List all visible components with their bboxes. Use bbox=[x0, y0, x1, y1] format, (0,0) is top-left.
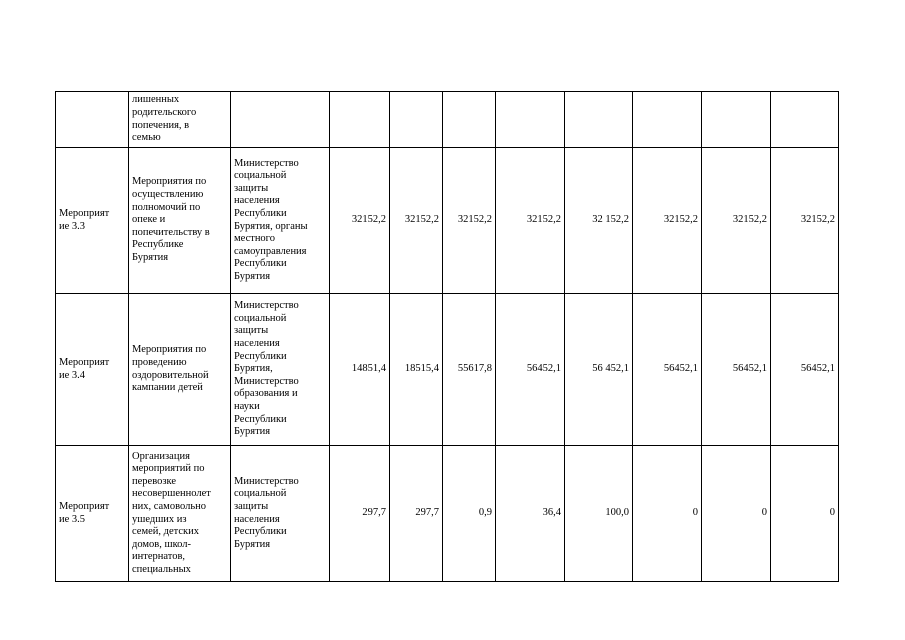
value-cell bbox=[330, 92, 390, 148]
measure-name-cell: Мероприятия по проведению оздоровительной кампании детей bbox=[129, 294, 231, 446]
value-cell bbox=[390, 92, 443, 148]
measure-code-cell bbox=[56, 92, 129, 148]
value-cell: 55617,8 bbox=[443, 294, 496, 446]
value-cell: 0 bbox=[771, 446, 839, 582]
executor-cell: Министерство социальной защиты населения Республики Бурятия, органы местного самоуправления Республики Бурятия bbox=[231, 148, 330, 294]
measure-code-cell: Мероприят ие 3.4 bbox=[56, 294, 129, 446]
value-cell: 100,0 bbox=[565, 446, 633, 582]
value-cell bbox=[771, 92, 839, 148]
value-cell bbox=[443, 92, 496, 148]
value-cell: 297,7 bbox=[390, 446, 443, 582]
value-cell: 56452,1 bbox=[702, 294, 771, 446]
value-cell: 32152,2 bbox=[496, 148, 565, 294]
value-cell: 56452,1 bbox=[496, 294, 565, 446]
value-cell: 297,7 bbox=[330, 446, 390, 582]
value-cell: 0,9 bbox=[443, 446, 496, 582]
executor-cell: Министерство социальной защиты населения Республики Бурятия bbox=[231, 446, 330, 582]
value-cell: 32152,2 bbox=[633, 148, 702, 294]
value-cell: 32152,2 bbox=[443, 148, 496, 294]
value-cell: 32 152,2 bbox=[565, 148, 633, 294]
value-cell: 56452,1 bbox=[633, 294, 702, 446]
value-cell: 56452,1 bbox=[771, 294, 839, 446]
measure-name-cell: Организация мероприятий по перевозке несовершеннолет них, самовольно ушедших из семей, детских домов, школ- интернатов, специальных bbox=[129, 446, 231, 582]
value-cell: 32152,2 bbox=[330, 148, 390, 294]
value-cell: 14851,4 bbox=[330, 294, 390, 446]
value-cell: 0 bbox=[702, 446, 771, 582]
value-cell: 56 452,1 bbox=[565, 294, 633, 446]
measure-code-cell: Мероприят ие 3.5 bbox=[56, 446, 129, 582]
table-row bbox=[56, 92, 839, 148]
table-row bbox=[56, 148, 839, 294]
value-cell: 32152,2 bbox=[771, 148, 839, 294]
value-cell bbox=[496, 92, 565, 148]
program-measures-table bbox=[55, 91, 839, 582]
value-cell bbox=[565, 92, 633, 148]
value-cell bbox=[633, 92, 702, 148]
value-cell: 32152,2 bbox=[390, 148, 443, 294]
value-cell: 32152,2 bbox=[702, 148, 771, 294]
executor-cell bbox=[231, 92, 330, 148]
value-cell: 0 bbox=[633, 446, 702, 582]
value-cell: 36,4 bbox=[496, 446, 565, 582]
measure-name-cell: Мероприятия по осуществлению полномочий по опеке и попечительству в Республике Бурятия bbox=[129, 148, 231, 294]
measure-code-cell: Мероприят ие 3.3 bbox=[56, 148, 129, 294]
measure-name-cell: лишенных родительского попечения, в семью bbox=[129, 92, 231, 148]
table-row bbox=[56, 294, 839, 446]
value-cell bbox=[702, 92, 771, 148]
executor-cell: Министерство социальной защиты населения Республики Бурятия, Министерство образования и науки Республики Бурятия bbox=[231, 294, 330, 446]
table-row bbox=[56, 446, 839, 582]
value-cell: 18515,4 bbox=[390, 294, 443, 446]
